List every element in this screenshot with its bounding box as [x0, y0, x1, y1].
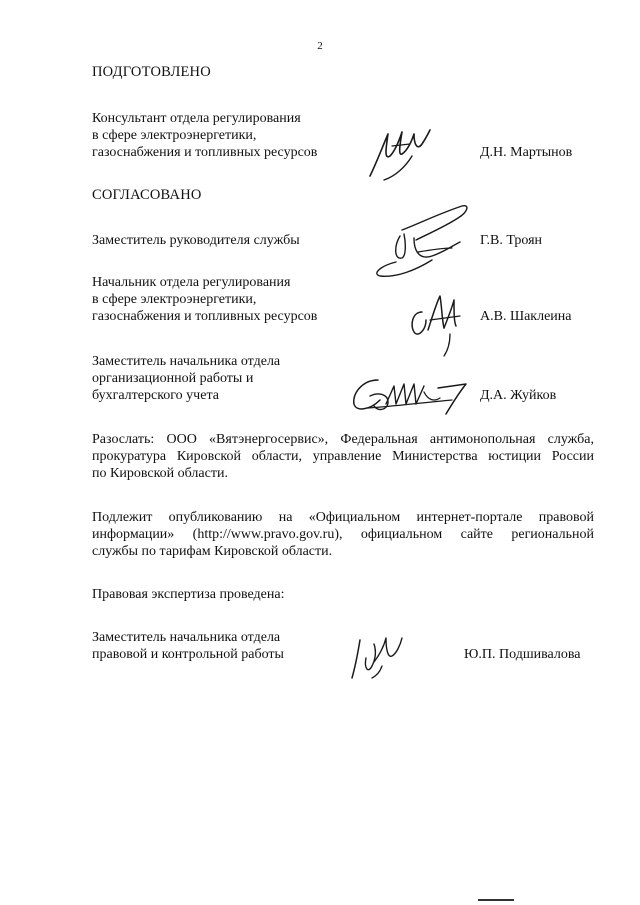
- signatory-position-line: бухгалтерского учета: [92, 388, 219, 403]
- distribution-block: [92, 431, 594, 482]
- signature-troyan-icon: [372, 200, 476, 284]
- agreed-heading: СОГЛАСОВАНО: [92, 187, 202, 203]
- publication-line: службы по тарифам Кировской области.: [92, 544, 333, 559]
- prepared-position: [92, 110, 352, 161]
- prepared-position-line: газоснабжения и топливных ресурсов: [92, 145, 318, 160]
- legal-review-name: Ю.П. Подшивалова: [464, 647, 581, 662]
- publication-block: [92, 509, 594, 560]
- publication-line: Подлежит опубликованию на «Официальном интернет-портале правовой: [92, 510, 594, 525]
- signatory-name: А.В. Шаклеина: [480, 309, 572, 324]
- signatory-position: [92, 353, 352, 404]
- legal-review-position-line: Заместитель начальника отдела: [92, 630, 281, 645]
- legal-review-position-line: правовой и контрольной работы: [92, 647, 284, 662]
- prepared-name: Д.Н. Мартынов: [480, 145, 573, 160]
- signatory-name: Г.В. Троян: [480, 233, 543, 248]
- prepared-heading: ПОДГОТОВЛЕНО: [92, 64, 211, 80]
- signatory-position-line: Заместитель руководителя службы: [92, 233, 300, 248]
- signatory-position: [92, 274, 352, 325]
- prepared-position-line: Консультант отдела регулирования: [92, 111, 301, 126]
- distribution-line: прокуратура Кировской области, управление Министерства юстиции России: [92, 449, 594, 464]
- prepared-position-line: в сфере электроэнергетики,: [92, 128, 257, 143]
- signatory-position-line: Начальник отдела регулирования: [92, 275, 291, 290]
- page-edge-mark: [478, 899, 514, 901]
- distribution-line: по Кировской области.: [92, 466, 228, 481]
- signature-podshivalova-icon: [346, 632, 406, 682]
- signatory-position-line: Заместитель начальника отдела: [92, 354, 281, 369]
- signature-shakleina-icon: [404, 290, 468, 358]
- distribution-line: Разослать: ООО «Вятэнергосервис», Федеральная антимонопольная служба,: [92, 432, 594, 447]
- legal-review-position: [92, 629, 352, 663]
- signatory-position-line: организационной работы и: [92, 371, 254, 386]
- signatory-position: [92, 232, 352, 249]
- signature-zhuikov-icon: [348, 372, 472, 416]
- signatory-position-line: газоснабжения и топливных ресурсов: [92, 309, 318, 324]
- signatory-name: Д.А. Жуйков: [480, 388, 557, 403]
- publication-line: информации» (http://www.pravo.gov.ru), официальном сайте региональной: [92, 527, 594, 542]
- legal-review-label: Правовая экспертиза проведена:: [92, 587, 285, 602]
- signature-martynov-icon: [362, 126, 438, 182]
- page-number: 2: [317, 40, 323, 52]
- signatory-position-line: в сфере электроэнергетики,: [92, 292, 257, 307]
